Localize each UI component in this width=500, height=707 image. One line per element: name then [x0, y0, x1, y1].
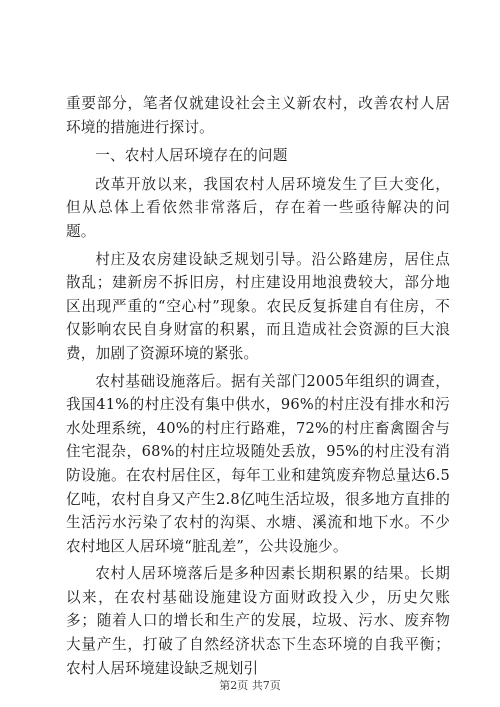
- section-heading: 一、农村人居环境存在的问题: [95, 147, 288, 165]
- paragraph-infrastructure: 农村基础设施落后。据有关部门2005年组织的调查，我国41%的村庄没有集中供水，96%的村庄没有排水和污水处理系统，40%的村庄行路难，72%的村庄畜禽圈舍与住宅混杂，68%的村庄垃圾随处丢放，95%的村庄没有消防设施。在农村居住区，每年工业和建筑废弃物总量达6.5亿吨，农村自身又产生2.8亿吨生活垃圾，很多地方直排的生活污水污染了农村的沟渠、水塘、溪流和地下水。不少农村地区人居环境“脏乱差”，公共设施少。: [66, 372, 450, 555]
- page-number-footer: 第2页 共7页: [219, 679, 281, 692]
- document-body: [66, 92, 450, 680]
- paragraph-overview: 改革开放以来，我国农村人居环境发生了巨大变化，但从总体上看依然非常落后，存在着一些亟待解决的问题。: [66, 175, 450, 240]
- paragraph-intro: 重要部分，笔者仅就建设社会主义新农村，改善农村人居环境的措施进行探讨。: [66, 95, 450, 136]
- paragraph-village-planning: 村庄及农房建设缺乏规划引导。沿公路建房，居住点散乱；建新房不拆旧房，村庄建设用地浪费较大，部分地区出现严重的“空心村”现象。农民反复拆建自有住房，不仅影响农民自身财富的积累，而且造成社会资源的巨大浪费，加剧了资源环境的紧张。: [66, 250, 450, 362]
- paragraph-causes: 农村人居环境落后是多种因素长期积累的结果。长期以来，在农村基础设施建设方面财政投入少，历史欠账多；随着人口的增长和生产的发展，垃圾、污水、废弃物大量产生，打破了自然经济状态下生态环境的自我平衡；农村人居环境建设缺乏规划引: [66, 565, 450, 677]
